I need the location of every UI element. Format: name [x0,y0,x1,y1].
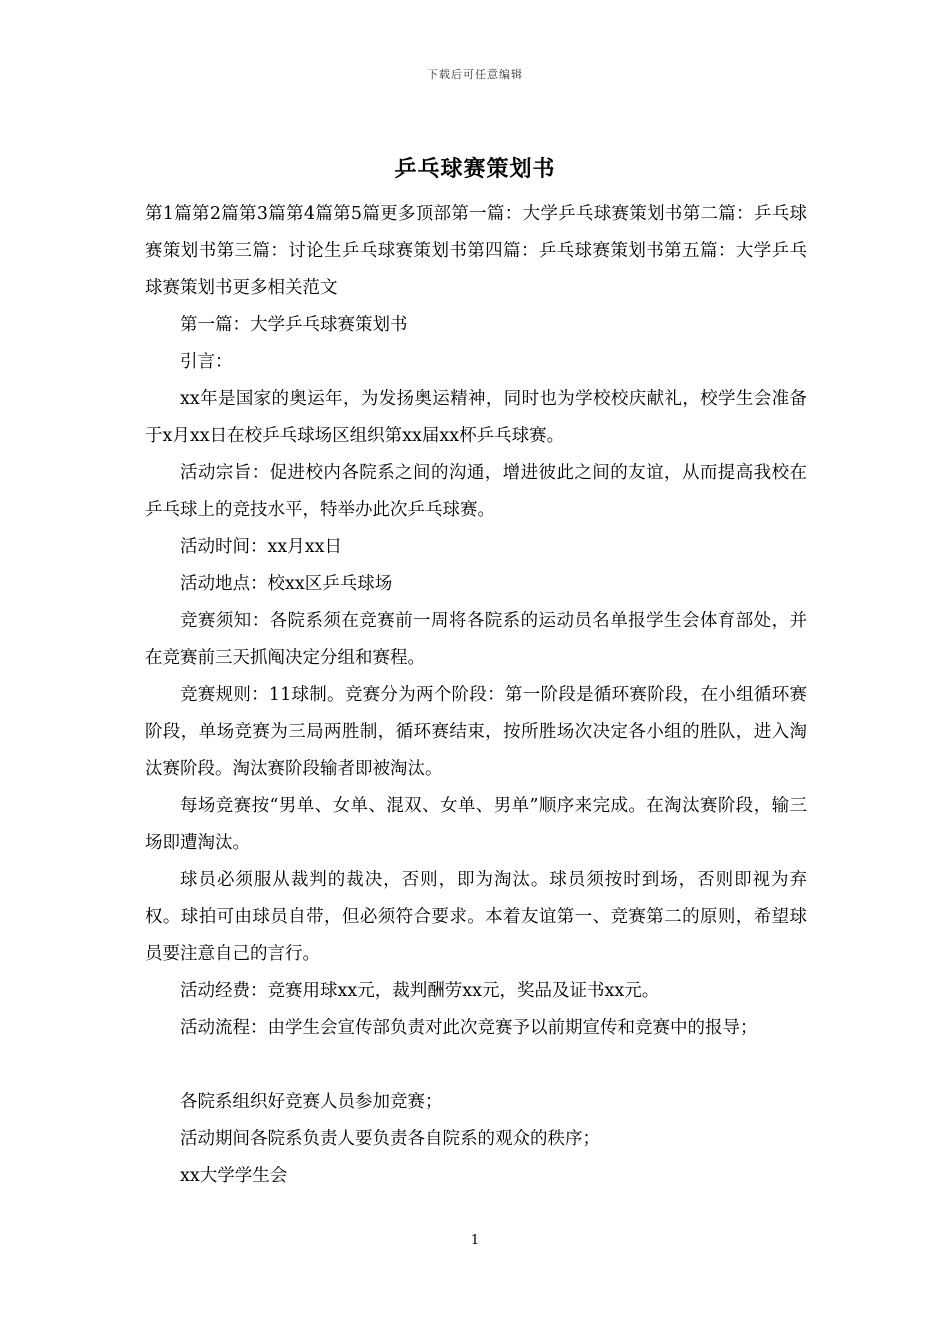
section-heading: 第一篇：大学乒乓球赛策划书 [180,315,408,335]
body-paragraph: 活动流程：由学生会宣传部负责对此次竞赛予以前期宣传和竞赛中的报导； [180,1018,758,1038]
body-paragraph: 活动时间：xx月xx日 [180,537,342,557]
page-number: 1 [470,1233,480,1248]
body-paragraph: xx年是国家的奥运年，为发扬奥运精神，同时也为学校校庆献礼，校学生会准备于x月xx日在校乒乓球场区组织第xx届xx杯乒乓球赛。 [145,389,807,446]
document-body [145,196,807,1195]
body-paragraph: 各院系组织好竞赛人员参加竞赛； [180,1092,443,1112]
body-paragraph: 球员必须服从裁判的裁决，否则，即为淘汰。球员须按时到场，否则即视为弃权。球拍可由球员自带，但必须符合要求。本着友谊第一、竞赛第二的原则，希望球员要注意自己的言行。 [145,870,807,964]
signature-line: xx大学学生会 [180,1166,288,1186]
page-header-note: 下载后可任意编辑 [427,68,523,81]
document-title: 乒乓球赛策划书 [394,156,556,182]
body-paragraph: 活动地点：校xx区乒乓球场 [180,574,393,594]
intro-label: 引言： [180,352,233,372]
body-paragraph: 活动期间各院系负责人要负责各自院系的观众的秩序； [180,1129,600,1149]
body-paragraph: 竞赛规则：11球制。竞赛分为两个阶段：第一阶段是循环赛阶段，在小组循环赛阶段，单场竞赛为三局两胜制，循环赛结束，按所胜场次决定各小组的胜队，进入淘汰赛阶段。淘汰赛阶段输者即被淘汰。 [145,685,807,779]
body-paragraph: 竞赛须知：各院系须在竞赛前一周将各院系的运动员名单报学生会体育部处，并在竞赛前三天抓阄决定分组和赛程。 [145,611,807,668]
body-paragraph: 活动经费：竞赛用球xx元，裁判酬劳xx元，奖品及证书xx元。 [180,981,660,1001]
toc-paragraph: 第1篇第2篇第3篇第4篇第5篇更多顶部第一篇：大学乒乓球赛策划书第二篇：乒乓球赛策划书第三篇：讨论生乒乓球赛策划书第四篇：乒乓球赛策划书第五篇：大学乒乓球赛策划书更多相关范文 [145,204,807,298]
body-paragraph: 每场竞赛按“男单、女单、混双、女单、男单”顺序来完成。在淘汰赛阶段，输三场即遭淘汰。 [145,796,807,853]
body-paragraph: 活动宗旨：促进校内各院系之间的沟通，增进彼此之间的友谊，从而提高我校在乒乓球上的竞技水平，特举办此次乒乓球赛。 [145,463,807,520]
